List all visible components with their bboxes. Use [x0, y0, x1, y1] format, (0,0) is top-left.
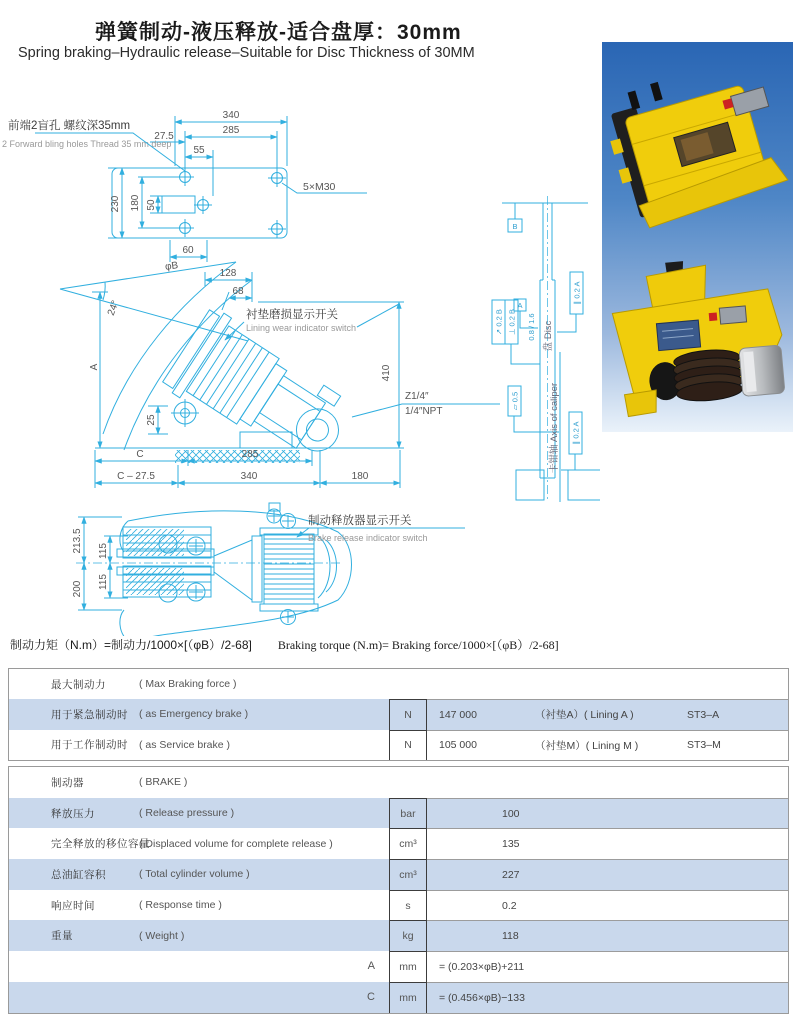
- dim-C: C: [136, 449, 144, 460]
- dim-24deg: 24°: [105, 299, 122, 318]
- perpendicularity-tolerance: ⊥ 0.2 B: [507, 308, 517, 336]
- row-lining: （衬垫A）( Lining A ): [535, 709, 634, 722]
- technical-drawing: [0, 85, 600, 636]
- row-unit: cm³: [389, 859, 427, 890]
- row-label-en: ( Weight ): [139, 929, 185, 942]
- dim-50: 50: [146, 199, 157, 211]
- blind-hole-note-cn: 前端2盲孔 螺纹深35mm: [8, 120, 131, 132]
- parallelism-tolerance-1: ∥ 0.2 A: [572, 281, 582, 305]
- disc-section-view: [492, 196, 600, 502]
- page-title-cn: 弹簧制动-液压释放-适合盘厚：30mm: [95, 21, 462, 44]
- table-row: [9, 669, 788, 699]
- torque-formula: [10, 636, 559, 653]
- row-unit: mm: [389, 982, 427, 1013]
- row-code: ST3–M: [687, 739, 721, 752]
- row-unit: s: [389, 890, 427, 921]
- disc-label: 盘 Disc: [543, 320, 554, 352]
- dim-27-5: 27.5: [154, 131, 174, 142]
- dim-200: 200: [72, 580, 83, 598]
- page-title-en: Spring braking–Hydraulic release–Suitable for Disc Thickness of 30MM: [18, 45, 475, 61]
- dim-60: 60: [182, 245, 194, 256]
- dim-410: 410: [381, 364, 392, 382]
- dim-phiB: φB: [164, 260, 179, 273]
- dim-180: 180: [130, 194, 141, 212]
- row-lining: （衬垫M）( Lining M ): [535, 739, 639, 752]
- table-row: [9, 859, 788, 890]
- product-photo-panel: [602, 42, 793, 432]
- caliper-front-view: [72, 503, 465, 636]
- dim-213-5: 213.5: [72, 528, 83, 554]
- release-switch-label-en: Brake release indicator switch: [308, 533, 428, 543]
- row-label-cn: 用于紧急制动时: [51, 708, 128, 721]
- dim-285: 285: [222, 125, 240, 136]
- caliper-axis-label: 卡钳轴 Axis of caliper: [549, 382, 560, 474]
- row-code: ST3–A: [687, 708, 720, 721]
- table-row: [9, 730, 788, 760]
- table-row: [9, 699, 788, 729]
- table-row: [9, 828, 788, 859]
- blind-hole-note-en: 2 Forward bling holes Thread 35 mm deep: [2, 139, 172, 149]
- dim-128: 128: [219, 268, 237, 279]
- row-label-en: ( as Service brake ): [139, 738, 231, 751]
- row-value: 0.2: [502, 899, 517, 912]
- row-label-en: ( BRAKE ): [139, 776, 188, 789]
- dim-180-side: 180: [351, 471, 369, 482]
- dim-A: A: [89, 363, 100, 371]
- row-letter: C: [367, 991, 375, 1004]
- row-unit: kg: [389, 920, 427, 951]
- brake-spec-table: [8, 766, 789, 1014]
- row-label-en: ( Displaced volume for complete release ): [139, 837, 333, 850]
- row-value: 100: [502, 807, 520, 820]
- row-unit: mm: [389, 951, 427, 982]
- row-letter: A: [367, 960, 375, 973]
- row-label-en: ( Response time ): [139, 899, 222, 912]
- row-value: 147 000: [439, 708, 477, 721]
- row-unit: [389, 767, 427, 798]
- row-label-cn: 最大制动力: [51, 678, 106, 691]
- mounting-plate-view: [2, 110, 367, 262]
- row-value: 118: [502, 930, 519, 943]
- release-switch-label-cn: 制动释放器显示开关: [308, 515, 412, 527]
- row-label-cn: 制动器: [51, 776, 84, 789]
- wear-switch-label-cn: 衬垫磨损显示开关: [246, 309, 338, 321]
- row-unit: [389, 669, 427, 699]
- row-label-cn: 用于工作制动时: [51, 739, 128, 752]
- table-row: [9, 982, 788, 1013]
- caliper-side-view: [60, 260, 500, 488]
- row-unit: bar: [389, 798, 427, 829]
- surface-roughness: 0.8 / 1.6: [527, 313, 536, 341]
- dim-C-minus-27-5: C – 27.5: [117, 471, 155, 482]
- torque-formula-en: Braking torque (N.m)= Braking force/1000×[（φB）/2-68]: [277, 638, 559, 652]
- parallelism-tolerance-2: ∥ 0.2 A: [571, 421, 581, 445]
- dim-115-bottom: 115: [98, 574, 109, 590]
- table-row: [9, 920, 788, 951]
- row-value: 227: [502, 868, 520, 881]
- datum-a-label: A: [517, 301, 523, 310]
- dim-55: 55: [193, 145, 205, 156]
- torque-formula-cn: 制动力矩（N.m）=制动力/1000×[（φB）/2-68]: [10, 638, 252, 652]
- port-label-1: Z1/4″: [405, 391, 429, 402]
- row-label-en: ( Max Braking force ): [139, 678, 237, 691]
- row-label-cn: 响应时间: [51, 899, 95, 912]
- row-value: 105 000: [439, 739, 477, 752]
- table-row: [9, 890, 788, 921]
- row-formula: = (0.456×φB)−133: [439, 991, 525, 1004]
- row-label-cn: 释放压力: [51, 807, 95, 820]
- flatness-tolerance: ⏥ 0.5: [510, 391, 520, 411]
- wear-switch-label-en: Lining wear indicator switch: [246, 323, 357, 333]
- row-label-en: ( Total cylinder volume ): [139, 868, 250, 881]
- row-unit: cm³: [389, 828, 427, 859]
- table-row: [9, 951, 788, 982]
- port-label-2: 1/4″NPT: [405, 406, 443, 417]
- datum-b-label: B: [512, 222, 518, 231]
- table-row: [9, 767, 788, 798]
- runout-tolerance: ↗ 0.2 B: [494, 309, 504, 335]
- dim-25: 25: [146, 414, 157, 426]
- row-label-cn: 总油缸容积: [51, 868, 106, 881]
- dim-115-top: 115: [98, 543, 109, 559]
- row-formula: = (0.203×φB)+211: [439, 960, 525, 973]
- braking-force-table: [8, 668, 789, 761]
- row-unit: N: [389, 730, 427, 760]
- dim-68: 68: [232, 286, 244, 297]
- dim-285-side: 285: [241, 449, 259, 460]
- dim-230: 230: [110, 195, 121, 213]
- row-label-en: ( as Emergency brake ): [139, 708, 249, 721]
- table-row: [9, 798, 788, 829]
- row-label-cn: 完全释放的移位容量: [51, 838, 150, 851]
- row-unit: N: [389, 699, 427, 729]
- dim-340: 340: [222, 110, 240, 121]
- bolt-holes: [176, 168, 286, 238]
- row-label-en: ( Release pressure ): [139, 807, 235, 820]
- bolt-spec-label: 5×M30: [303, 181, 336, 193]
- row-value: 135: [502, 838, 520, 851]
- row-label-cn: 重量: [51, 930, 73, 943]
- dim-340-side: 340: [240, 471, 258, 482]
